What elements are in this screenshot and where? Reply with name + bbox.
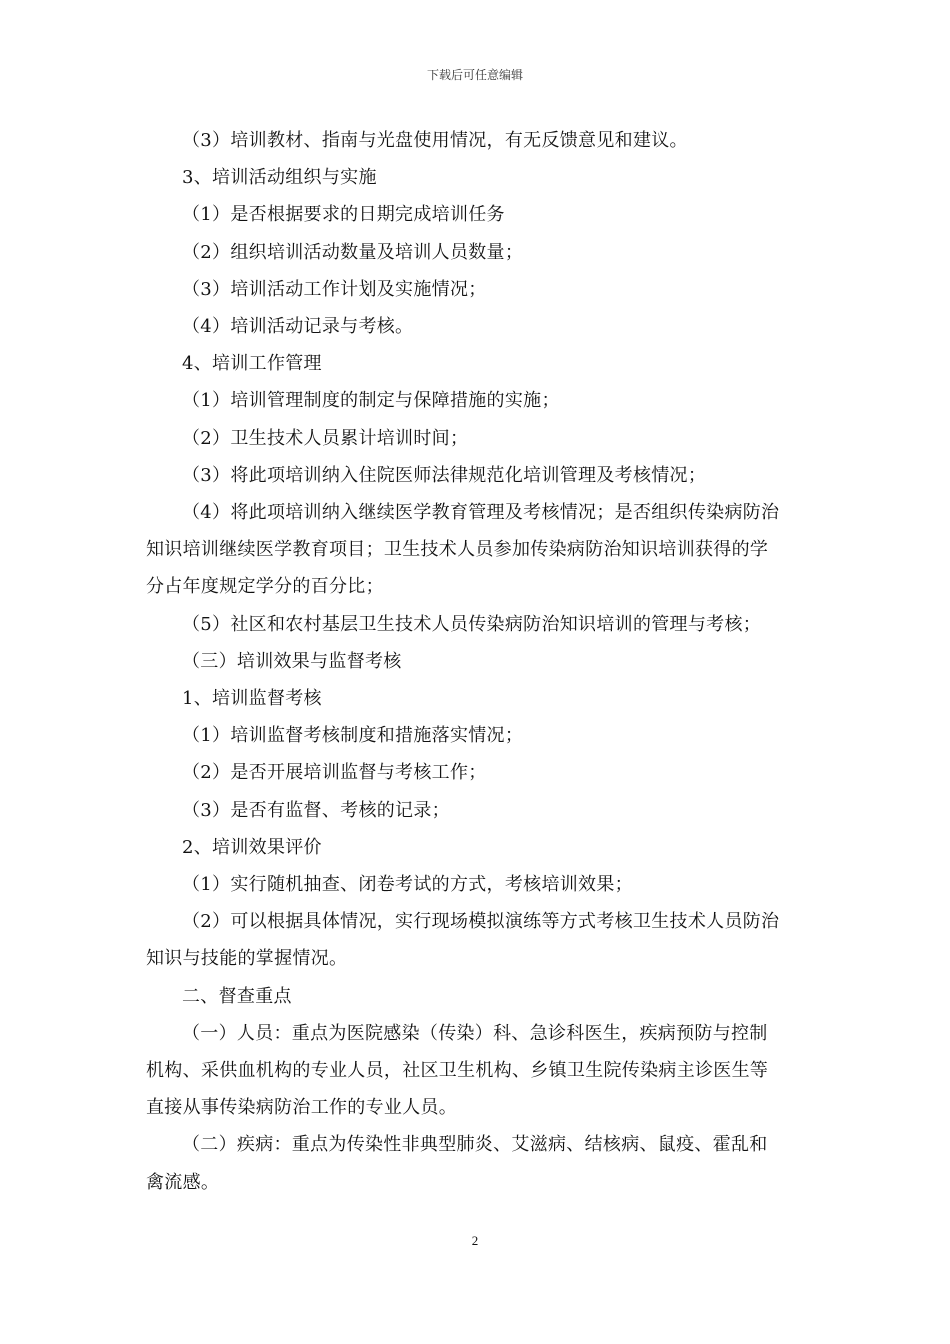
paragraph-first-line: （2）是否开展培训监督与考核工作； <box>182 762 487 784</box>
paragraph-continuation-line: 分占年度规定学分的百分比； <box>146 576 384 598</box>
paragraph-first-line: （2）卫生技术人员累计培训时间； <box>182 427 469 449</box>
paragraph <box>146 606 808 643</box>
paragraph <box>146 866 808 903</box>
paragraph-first-line: （5）社区和农村基层卫生技术人员传染病防治知识培训的管理与考核； <box>182 613 762 635</box>
paragraph <box>146 792 808 829</box>
paragraph <box>146 643 808 680</box>
paragraph-first-line: （3）培训教材、指南与光盘使用情况，有无反馈意见和建议。 <box>182 130 688 151</box>
paragraph-first-line: 1、培训监督考核 <box>182 688 322 710</box>
paragraph <box>146 234 808 271</box>
paragraph-first-line: 3、培训活动组织与实施 <box>182 167 377 189</box>
paragraph-first-line: （一）人员：重点为医院感染（传染）科、急诊科医生，疾病预防与控制 <box>182 1022 768 1044</box>
paragraph-first-line: （1）培训管理制度的制定与保障措施的实施； <box>182 390 560 412</box>
paragraph-first-line: 二、督查重点 <box>182 985 292 1007</box>
paragraph-continuation-line: 知识与技能的掌握情况。 <box>146 948 348 970</box>
paragraph-first-line: （三）培训效果与监督考核 <box>182 650 402 672</box>
paragraph-continuation-line: 知识培训继续医学教育项目；卫生技术人员参加传染病防治知识培训获得的学 <box>146 539 769 561</box>
page-header: 下载后可任意编辑 <box>426 68 523 82</box>
paragraph <box>146 122 808 159</box>
paragraph <box>146 345 808 382</box>
paragraph-first-line: （2）可以根据具体情况，实行现场模拟演练等方式考核卫生技术人员防治 <box>182 911 780 933</box>
paragraph <box>146 196 808 233</box>
paragraph <box>146 382 808 419</box>
paragraph <box>146 754 808 791</box>
paragraph <box>146 903 808 977</box>
paragraph-first-line: （4）培训活动记录与考核。 <box>182 316 414 338</box>
paragraph-continuation-line: 直接从事传染病防治工作的专业人员。 <box>146 1097 458 1119</box>
paragraph-first-line: （3）培训活动工作计划及实施情况； <box>182 278 487 300</box>
paragraph <box>146 159 808 196</box>
paragraph-first-line: （3）是否有监督、考核的记录； <box>182 799 450 821</box>
paragraph <box>146 420 808 457</box>
paragraph <box>146 717 808 754</box>
paragraph-continuation-line: 禽流感。 <box>146 1171 220 1193</box>
paragraph <box>146 680 808 717</box>
paragraph <box>146 1126 808 1200</box>
paragraph <box>146 978 808 1015</box>
paragraph <box>146 308 808 345</box>
paragraph-first-line: （2）组织培训活动数量及培训人员数量； <box>182 241 524 263</box>
paragraph-first-line: （1）培训监督考核制度和措施落实情况； <box>182 725 524 747</box>
paragraph-first-line: （1）实行随机抽查、闭卷考试的方式，考核培训效果； <box>182 874 633 896</box>
paragraph <box>146 457 808 494</box>
paragraph <box>146 494 808 606</box>
paragraph-first-line: （4）将此项培训纳入继续医学教育管理及考核情况；是否组织传染病防治 <box>182 502 780 524</box>
paragraph <box>146 1015 808 1127</box>
paragraph-first-line: 2、培训效果评价 <box>182 836 322 858</box>
paragraph-continuation-line: 机构、采供血机构的专业人员，社区卫生机构、乡镇卫生院传染病主诊医生等 <box>146 1060 769 1082</box>
page-number: 2 <box>471 1233 479 1248</box>
paragraph-first-line: 4、培训工作管理 <box>182 353 322 375</box>
paragraph-first-line: （3）将此项培训纳入住院医师法律规范化培训管理及考核情况； <box>182 464 707 486</box>
paragraph-first-line: （二）疾病：重点为传染性非典型肺炎、艾滋病、结核病、鼠疫、霍乱和 <box>182 1134 768 1156</box>
document-body <box>146 122 808 1201</box>
paragraph <box>146 829 808 866</box>
paragraph-first-line: （1）是否根据要求的日期完成培训任务 <box>182 204 505 226</box>
paragraph <box>146 271 808 308</box>
